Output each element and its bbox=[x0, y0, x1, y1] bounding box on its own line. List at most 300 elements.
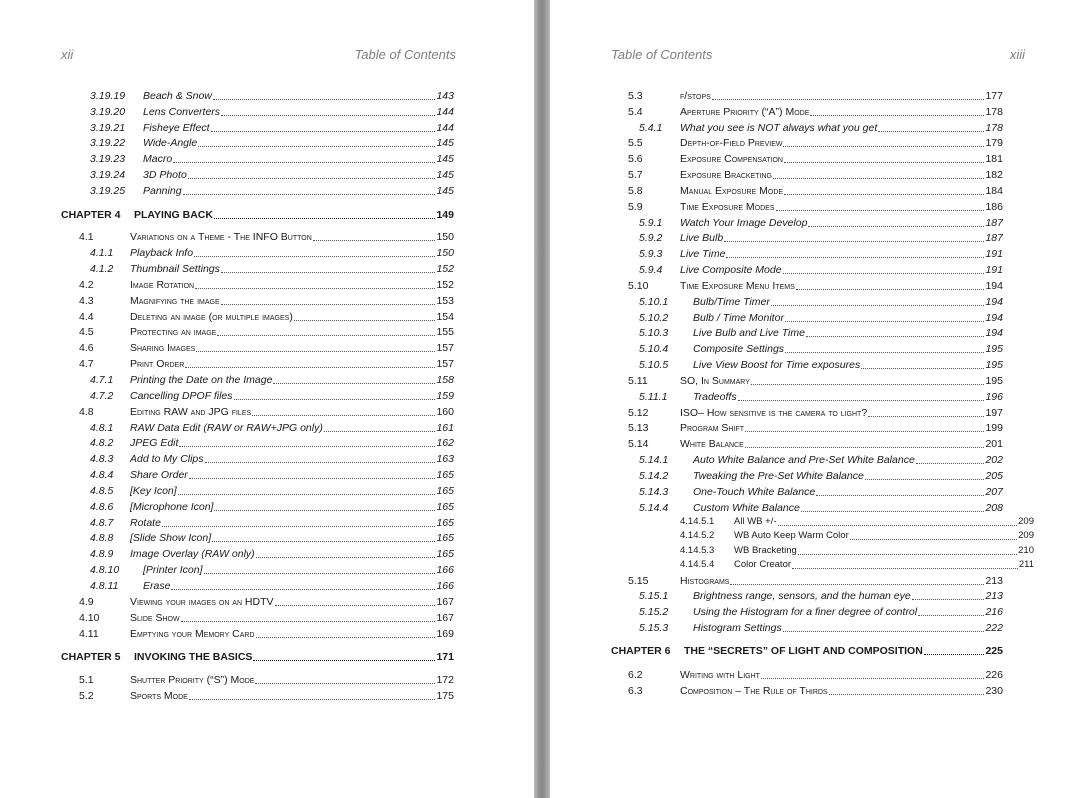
toc-entry-number: 5.7 bbox=[628, 169, 643, 181]
toc-entry-number: 4.1.1 bbox=[90, 247, 114, 259]
toc-entry-title: Time Exposure Modes bbox=[680, 201, 775, 213]
toc-entry-title: [Printer Icon] bbox=[143, 564, 203, 576]
toc-entry-title: SO, In Summary bbox=[680, 375, 750, 387]
toc-entry-page-number: 191 bbox=[985, 264, 1003, 276]
toc-entry-number: 4.8.8 bbox=[90, 532, 114, 544]
toc-dot-leader bbox=[234, 399, 435, 400]
toc-entry[interactable] bbox=[680, 557, 1034, 573]
toc-dot-leader bbox=[916, 463, 984, 464]
toc-entry-number: 3.19.20 bbox=[90, 106, 126, 118]
toc-entry-number: 4.1 bbox=[79, 231, 94, 243]
toc-dot-leader bbox=[796, 289, 984, 290]
toc-entry[interactable] bbox=[628, 436, 1003, 452]
toc-entry-title: All WB +/- bbox=[734, 516, 777, 527]
toc-entry[interactable] bbox=[639, 620, 1003, 636]
toc-entry-number: 5.4 bbox=[628, 106, 643, 118]
toc-dot-leader bbox=[195, 288, 435, 289]
toc-entry-title: Composition – The Rule of Thirds bbox=[680, 685, 828, 697]
toc-entry[interactable] bbox=[639, 588, 1003, 604]
toc-dot-leader bbox=[878, 131, 984, 132]
toc-dot-leader bbox=[761, 678, 984, 679]
toc-entry-number: 5.2 bbox=[79, 690, 94, 702]
toc-entry[interactable] bbox=[79, 324, 454, 340]
toc-entry[interactable] bbox=[628, 135, 1003, 151]
toc-entry[interactable] bbox=[628, 683, 1003, 699]
toc-dot-leader bbox=[205, 462, 435, 463]
toc-entry-page-number: 208 bbox=[985, 502, 1003, 514]
toc-entry[interactable] bbox=[90, 546, 454, 562]
toc-entry-number: 5.9 bbox=[628, 201, 643, 213]
toc-entry-number: CHAPTER 6 bbox=[611, 645, 671, 657]
toc-dot-leader bbox=[313, 240, 435, 241]
toc-dot-leader bbox=[745, 447, 984, 448]
toc-entry[interactable] bbox=[90, 245, 454, 261]
toc-entry-number: 4.5 bbox=[79, 326, 94, 338]
toc-entry-number: 5.10.1 bbox=[639, 296, 669, 308]
left-header-title: Table of Contents bbox=[354, 47, 456, 62]
toc-entry-number: 5.10.3 bbox=[639, 327, 669, 339]
toc-entry-number: 4.8 bbox=[79, 406, 94, 418]
toc-dot-leader bbox=[751, 384, 984, 385]
toc-entry-title: INVOKING THE BASICS bbox=[134, 651, 253, 663]
right-header-page-number: xiii bbox=[1009, 47, 1025, 62]
toc-entry[interactable] bbox=[628, 199, 1003, 215]
toc-entry-title: Fisheye Effect bbox=[143, 122, 210, 134]
toc-entry-number: 4.11 bbox=[79, 628, 99, 640]
toc-entry[interactable] bbox=[79, 610, 454, 626]
toc-entry-title: [Slide Show Icon] bbox=[130, 532, 212, 544]
toc-entry-title: RAW Data Edit (RAW or RAW+JPG only) bbox=[130, 422, 323, 434]
toc-entry-page-number: 165 bbox=[436, 485, 454, 497]
toc-entry-page-number: 225 bbox=[985, 645, 1003, 657]
toc-entry-number: 4.1.2 bbox=[90, 263, 114, 275]
toc-entry-title: Emptying your Memory Card bbox=[130, 628, 255, 640]
toc-dot-leader bbox=[189, 478, 435, 479]
toc-entry-title: Slide Show bbox=[130, 612, 180, 624]
toc-dot-leader bbox=[861, 368, 984, 369]
toc-dot-leader bbox=[773, 178, 984, 179]
toc-entry-title: Histogram Settings bbox=[693, 622, 782, 634]
toc-entry-title: Tweaking the Pre-Set White Balance bbox=[693, 470, 864, 482]
toc-entry[interactable] bbox=[628, 667, 1003, 683]
toc-dot-leader bbox=[783, 146, 984, 147]
toc-entry-number: 4.9 bbox=[79, 596, 94, 608]
toc-entry-page-number: 152 bbox=[436, 279, 454, 291]
toc-entry-title: Live Time bbox=[680, 248, 726, 260]
left-header-page-number: xii bbox=[61, 47, 74, 62]
toc-entry[interactable] bbox=[628, 151, 1003, 167]
toc-entry-page-number: 194 bbox=[985, 312, 1003, 324]
toc-entry-number: 4.8.2 bbox=[90, 437, 114, 449]
toc-entry-title: Using the Histogram for a finer degree of control bbox=[693, 606, 918, 618]
toc-entry-number: 4.10 bbox=[79, 612, 100, 624]
toc-dot-leader bbox=[252, 415, 435, 416]
toc-entry-title: Share Order bbox=[130, 469, 188, 481]
toc-entry[interactable] bbox=[628, 573, 1003, 589]
toc-dot-leader bbox=[273, 383, 435, 384]
toc-entry-page-number: 184 bbox=[985, 185, 1003, 197]
toc-entry[interactable] bbox=[628, 88, 1003, 104]
toc-entry-number: 5.9.4 bbox=[639, 264, 663, 276]
toc-dot-leader bbox=[918, 615, 984, 616]
toc-entry-number: 5.3 bbox=[628, 90, 643, 102]
toc-dot-leader bbox=[738, 400, 984, 401]
toc-entry-page-number: 165 bbox=[436, 501, 454, 513]
toc-entry[interactable] bbox=[79, 229, 454, 245]
toc-entry[interactable] bbox=[639, 468, 1003, 484]
toc-entry-page-number: 186 bbox=[985, 201, 1003, 213]
toc-entry-number: 5.1 bbox=[79, 674, 94, 686]
toc-entry[interactable] bbox=[639, 230, 1003, 246]
toc-entry-number: 4.8.4 bbox=[90, 469, 114, 481]
toc-entry-number: 4.8.11 bbox=[90, 580, 119, 592]
toc-entry-title: Program Shift bbox=[680, 422, 744, 434]
toc-entry-number: 5.15.1 bbox=[639, 590, 669, 602]
toc-entry[interactable] bbox=[79, 356, 454, 372]
toc-entry-title: What you see is NOT always what you get bbox=[680, 122, 878, 134]
toc-entry-number: 5.10.2 bbox=[639, 312, 669, 324]
toc-entry-title: Add to My Clips bbox=[130, 453, 204, 465]
toc-dot-leader bbox=[198, 146, 435, 147]
toc-entry-page-number: 159 bbox=[436, 390, 454, 402]
toc-entry-page-number: 167 bbox=[436, 596, 454, 608]
toc-dot-leader bbox=[188, 178, 435, 179]
toc-entry[interactable] bbox=[680, 528, 1034, 544]
toc-entry-title: Exposure Compensation bbox=[680, 153, 783, 165]
toc-entry-page-number: 179 bbox=[985, 137, 1003, 149]
toc-entry-number: 5.9.3 bbox=[639, 248, 663, 260]
toc-dot-leader bbox=[816, 495, 984, 496]
toc-entry-page-number: 210 bbox=[1018, 545, 1034, 556]
toc-entry[interactable] bbox=[639, 310, 1003, 326]
toc-entry-page-number: 178 bbox=[985, 122, 1003, 134]
toc-entry-title: Exposure Bracketing bbox=[680, 169, 772, 181]
toc-entry[interactable] bbox=[628, 420, 1003, 436]
toc-entry-page-number: 145 bbox=[436, 153, 454, 165]
toc-entry-number: 3.19.21 bbox=[90, 122, 126, 134]
toc-entry-title: [Key Icon] bbox=[130, 485, 177, 497]
toc-entry-number: 3.19.25 bbox=[90, 185, 126, 197]
toc-dot-leader bbox=[253, 660, 435, 661]
toc-entry-page-number: 171 bbox=[436, 651, 454, 663]
toc-entry-number: 4.8.7 bbox=[90, 517, 114, 529]
toc-entry[interactable] bbox=[639, 215, 1003, 231]
toc-dot-leader bbox=[217, 335, 435, 336]
toc-entry-title: JPEG Edit bbox=[130, 437, 179, 449]
toc-entry[interactable] bbox=[90, 88, 454, 104]
toc-entry[interactable] bbox=[79, 340, 454, 356]
toc-entry-title: Depth-of-Field Preview bbox=[680, 137, 783, 149]
toc-dot-leader bbox=[256, 557, 435, 558]
toc-entry[interactable] bbox=[90, 388, 454, 404]
toc-entry-title: Shutter Priority (“S”) Mode bbox=[130, 674, 255, 686]
toc-entry-title: Thumbnail Settings bbox=[130, 263, 220, 275]
toc-entry-number: 5.5 bbox=[628, 137, 643, 149]
toc-entry[interactable] bbox=[90, 467, 454, 483]
toc-entry-number: 4.8.6 bbox=[90, 501, 114, 513]
toc-entry[interactable] bbox=[628, 405, 1003, 421]
toc-dot-leader bbox=[204, 573, 435, 574]
toc-entry-number: 4.8.1 bbox=[90, 422, 114, 434]
toc-entry[interactable] bbox=[628, 104, 1003, 120]
toc-entry-number: 5.10.4 bbox=[639, 343, 669, 355]
toc-entry[interactable] bbox=[639, 389, 1003, 405]
toc-entry-number: 5.14 bbox=[628, 438, 649, 450]
toc-entry-title: Viewing your images on an HDTV bbox=[130, 596, 274, 608]
toc-entry[interactable] bbox=[628, 183, 1003, 199]
toc-dot-leader bbox=[778, 525, 1017, 526]
toc-entry-page-number: 205 bbox=[985, 470, 1003, 482]
toc-entry-title: Variations on a Theme - The INFO Button bbox=[130, 231, 312, 243]
toc-entry-title: Time Exposure Menu Items bbox=[680, 280, 795, 292]
toc-entry-page-number: 209 bbox=[1018, 516, 1034, 527]
toc-entry-page-number: 152 bbox=[436, 263, 454, 275]
toc-entry[interactable] bbox=[628, 167, 1003, 183]
toc-entry-number: 3.19.22 bbox=[90, 137, 126, 149]
toc-dot-leader bbox=[178, 494, 435, 495]
toc-entry-title: Image Overlay (RAW only) bbox=[130, 548, 255, 560]
toc-entry-number: 5.6 bbox=[628, 153, 643, 165]
toc-entry[interactable] bbox=[79, 594, 454, 610]
toc-entry-page-number: 145 bbox=[436, 169, 454, 181]
toc-entry[interactable] bbox=[90, 515, 454, 531]
toc-entry-title: Tradeoffs bbox=[693, 391, 737, 403]
toc-entry-number: 4.14.5.3 bbox=[680, 545, 715, 556]
toc-dot-leader bbox=[806, 336, 984, 337]
toc-dot-leader bbox=[221, 272, 435, 273]
toc-entry-number: 4.6 bbox=[79, 342, 94, 354]
right-header-title: Table of Contents bbox=[611, 47, 713, 62]
toc-entry-page-number: 182 bbox=[985, 169, 1003, 181]
toc-entry-title: Editing RAW and JPG files bbox=[130, 406, 252, 418]
toc-entry[interactable] bbox=[90, 451, 454, 467]
toc-entry[interactable] bbox=[639, 341, 1003, 357]
toc-dot-leader bbox=[785, 321, 984, 322]
toc-entry[interactable] bbox=[639, 484, 1003, 500]
toc-entry-page-number: 178 bbox=[985, 106, 1003, 118]
toc-entry[interactable] bbox=[90, 104, 454, 120]
toc-entry-number: 4.3 bbox=[79, 295, 94, 307]
toc-entry[interactable] bbox=[639, 325, 1003, 341]
toc-entry[interactable] bbox=[628, 373, 1003, 389]
toc-entry-page-number: 230 bbox=[985, 685, 1003, 697]
toc-entry-number: 5.11 bbox=[628, 375, 648, 387]
toc-dot-leader bbox=[189, 699, 435, 700]
toc-entry-number: 4.4 bbox=[79, 311, 94, 323]
toc-entry-number: 4.7 bbox=[79, 358, 94, 370]
toc-dot-leader bbox=[730, 584, 984, 585]
toc-entry[interactable] bbox=[90, 562, 454, 578]
toc-entry-number: 4.7.1 bbox=[90, 374, 114, 386]
toc-entry-page-number: 226 bbox=[985, 669, 1003, 681]
toc-entry[interactable] bbox=[639, 262, 1003, 278]
toc-dot-leader bbox=[712, 99, 984, 100]
toc-chapter-entry[interactable] bbox=[61, 649, 454, 665]
toc-entry[interactable] bbox=[79, 309, 454, 325]
toc-entry-title: Manual Exposure Mode bbox=[680, 185, 784, 197]
toc-entry-title: Live Bulb bbox=[680, 232, 724, 244]
toc-entry-page-number: 187 bbox=[985, 232, 1003, 244]
toc-entry-title: Rotate bbox=[130, 517, 161, 529]
toc-entry-title: Histograms bbox=[680, 575, 730, 587]
toc-entry[interactable] bbox=[79, 672, 454, 688]
toc-dot-leader bbox=[221, 115, 435, 116]
toc-entry-title: Beach & Snow bbox=[143, 90, 212, 102]
toc-dot-leader bbox=[171, 589, 435, 590]
toc-entry-page-number: 195 bbox=[985, 375, 1003, 387]
toc-entry[interactable] bbox=[90, 372, 454, 388]
toc-entry[interactable] bbox=[90, 135, 454, 151]
toc-entry[interactable] bbox=[79, 404, 454, 420]
toc-entry-number: 5.10 bbox=[628, 280, 649, 292]
toc-dot-leader bbox=[924, 654, 984, 655]
toc-entry-number: 5.15 bbox=[628, 575, 649, 587]
toc-dot-leader bbox=[173, 162, 435, 163]
toc-entry-number: 5.9.2 bbox=[639, 232, 663, 244]
toc-entry[interactable] bbox=[90, 120, 454, 136]
toc-entry[interactable] bbox=[90, 151, 454, 167]
toc-entry-number: 3.19.19 bbox=[90, 90, 126, 102]
toc-entry-number: 5.9.1 bbox=[639, 217, 663, 229]
toc-entry-number: 4.8.5 bbox=[90, 485, 114, 497]
toc-entry-title: PLAYING BACK bbox=[134, 209, 213, 221]
toc-entry-page-number: 144 bbox=[436, 106, 454, 118]
toc-entry-page-number: 153 bbox=[436, 295, 454, 307]
toc-entry-page-number: 202 bbox=[985, 454, 1003, 466]
toc-entry-page-number: 207 bbox=[985, 486, 1003, 498]
toc-dot-leader bbox=[275, 605, 435, 606]
toc-dot-leader bbox=[255, 683, 435, 684]
toc-entry-number: 5.15.3 bbox=[639, 622, 669, 634]
toc-entry-number: 4.8.3 bbox=[90, 453, 114, 465]
toc-dot-leader bbox=[868, 416, 984, 417]
toc-dot-leader bbox=[194, 256, 435, 257]
toc-dot-leader bbox=[324, 431, 435, 432]
toc-dot-leader bbox=[783, 631, 984, 632]
toc-entry-page-number: 166 bbox=[436, 564, 454, 576]
toc-entry[interactable] bbox=[79, 688, 454, 704]
toc-entry-page-number: 169 bbox=[436, 628, 454, 640]
toc-entry-title: Wide-Angle bbox=[143, 137, 198, 149]
toc-entry-title: Protecting an image bbox=[130, 326, 217, 338]
toc-entry-number: 5.15.2 bbox=[639, 606, 669, 618]
toc-entry-number: CHAPTER 4 bbox=[61, 209, 121, 221]
toc-entry-number: 4.2 bbox=[79, 279, 94, 291]
toc-entry-title: Panning bbox=[143, 185, 182, 197]
toc-entry-page-number: 157 bbox=[436, 358, 454, 370]
toc-entry-page-number: 150 bbox=[436, 247, 454, 259]
toc-entry-title: Sharing Images bbox=[130, 342, 196, 354]
toc-entry-page-number: 149 bbox=[436, 209, 454, 221]
toc-entry-title: One-Touch White Balance bbox=[693, 486, 816, 498]
toc-entry-number: 5.14.1 bbox=[639, 454, 669, 466]
toc-entry[interactable] bbox=[90, 578, 454, 594]
toc-entry-title: Erase bbox=[143, 580, 171, 592]
toc-entry[interactable] bbox=[628, 278, 1003, 294]
toc-entry[interactable] bbox=[90, 420, 454, 436]
toc-entry-page-number: 213 bbox=[985, 575, 1003, 587]
toc-entry-title: Live Composite Mode bbox=[680, 264, 782, 276]
toc-entry-title: Image Rotation bbox=[130, 279, 195, 291]
toc-entry-title: Print Order bbox=[130, 358, 185, 370]
toc-entry-title: Live View Boost for Time exposures bbox=[693, 359, 861, 371]
toc-entry[interactable] bbox=[79, 626, 454, 642]
toc-dot-leader bbox=[214, 510, 435, 511]
toc-entry-number: 3.19.24 bbox=[90, 169, 126, 181]
toc-entry[interactable] bbox=[639, 452, 1003, 468]
toc-dot-leader bbox=[294, 320, 435, 321]
toc-chapter-entry[interactable] bbox=[611, 643, 1003, 659]
toc-entry-number: 6.2 bbox=[628, 669, 643, 681]
toc-entry-page-number: 145 bbox=[436, 185, 454, 197]
toc-entry-title: Custom White Balance bbox=[693, 502, 800, 514]
toc-entry-title: ISO– How sensitive is the camera to light? bbox=[680, 407, 868, 419]
toc-entry-title: Sports Mode bbox=[130, 690, 188, 702]
toc-entry-title: Lens Converters bbox=[143, 106, 221, 118]
toc-entry[interactable] bbox=[90, 183, 454, 199]
toc-entry-title: Bulb/Time Timer bbox=[693, 296, 770, 308]
toc-entry[interactable] bbox=[90, 530, 454, 546]
toc-entry[interactable] bbox=[639, 246, 1003, 262]
toc-entry[interactable] bbox=[90, 499, 454, 515]
toc-entry-title: Writing with Light bbox=[680, 669, 760, 681]
toc-entry[interactable] bbox=[639, 604, 1003, 620]
toc-entry-number: 4.14.5.2 bbox=[680, 530, 715, 541]
toc-entry-number: 3.19.23 bbox=[90, 153, 126, 165]
toc-dot-leader bbox=[850, 539, 1017, 540]
toc-chapter-entry[interactable] bbox=[61, 207, 454, 223]
toc-entry[interactable] bbox=[90, 261, 454, 277]
toc-entry-page-number: 196 bbox=[985, 391, 1003, 403]
toc-entry-page-number: 191 bbox=[985, 248, 1003, 260]
toc-dot-leader bbox=[256, 637, 435, 638]
toc-dot-leader bbox=[211, 131, 435, 132]
toc-entry-page-number: 158 bbox=[436, 374, 454, 386]
toc-entry[interactable] bbox=[639, 357, 1003, 373]
toc-dot-leader bbox=[213, 99, 435, 100]
toc-entry-page-number: 199 bbox=[985, 422, 1003, 434]
toc-entry-page-number: 194 bbox=[985, 327, 1003, 339]
toc-entry-page-number: 222 bbox=[985, 622, 1003, 634]
toc-entry-page-number: 216 bbox=[985, 606, 1003, 618]
toc-entry[interactable] bbox=[90, 483, 454, 499]
toc-entry[interactable] bbox=[90, 435, 454, 451]
toc-entry-number: 4.8.9 bbox=[90, 548, 114, 560]
toc-dot-leader bbox=[196, 351, 435, 352]
toc-entry[interactable] bbox=[79, 293, 454, 309]
toc-dot-leader bbox=[212, 541, 435, 542]
toc-entry[interactable] bbox=[90, 167, 454, 183]
toc-entry-number: 4.14.5.4 bbox=[680, 559, 715, 570]
toc-entry-title: 3D Photo bbox=[143, 169, 187, 181]
toc-dot-leader bbox=[776, 210, 984, 211]
toc-entry-title: THE “SECRETS” OF LIGHT AND COMPOSITION bbox=[684, 645, 923, 657]
toc-entry-page-number: 143 bbox=[436, 90, 454, 102]
left-page bbox=[0, 0, 534, 798]
toc-entry[interactable] bbox=[639, 294, 1003, 310]
toc-entry[interactable] bbox=[79, 277, 454, 293]
toc-entry-number: 5.4.1 bbox=[639, 122, 663, 134]
toc-dot-leader bbox=[801, 511, 984, 512]
toc-entry-page-number: 155 bbox=[436, 326, 454, 338]
toc-dot-leader bbox=[726, 257, 984, 258]
toc-entry-title: White Balance bbox=[680, 438, 744, 450]
toc-dot-leader bbox=[179, 446, 435, 447]
toc-entry-title: WB Bracketing bbox=[734, 545, 797, 556]
toc-entry-number: CHAPTER 5 bbox=[61, 651, 121, 663]
toc-entry[interactable] bbox=[639, 120, 1003, 136]
toc-dot-leader bbox=[783, 273, 984, 274]
